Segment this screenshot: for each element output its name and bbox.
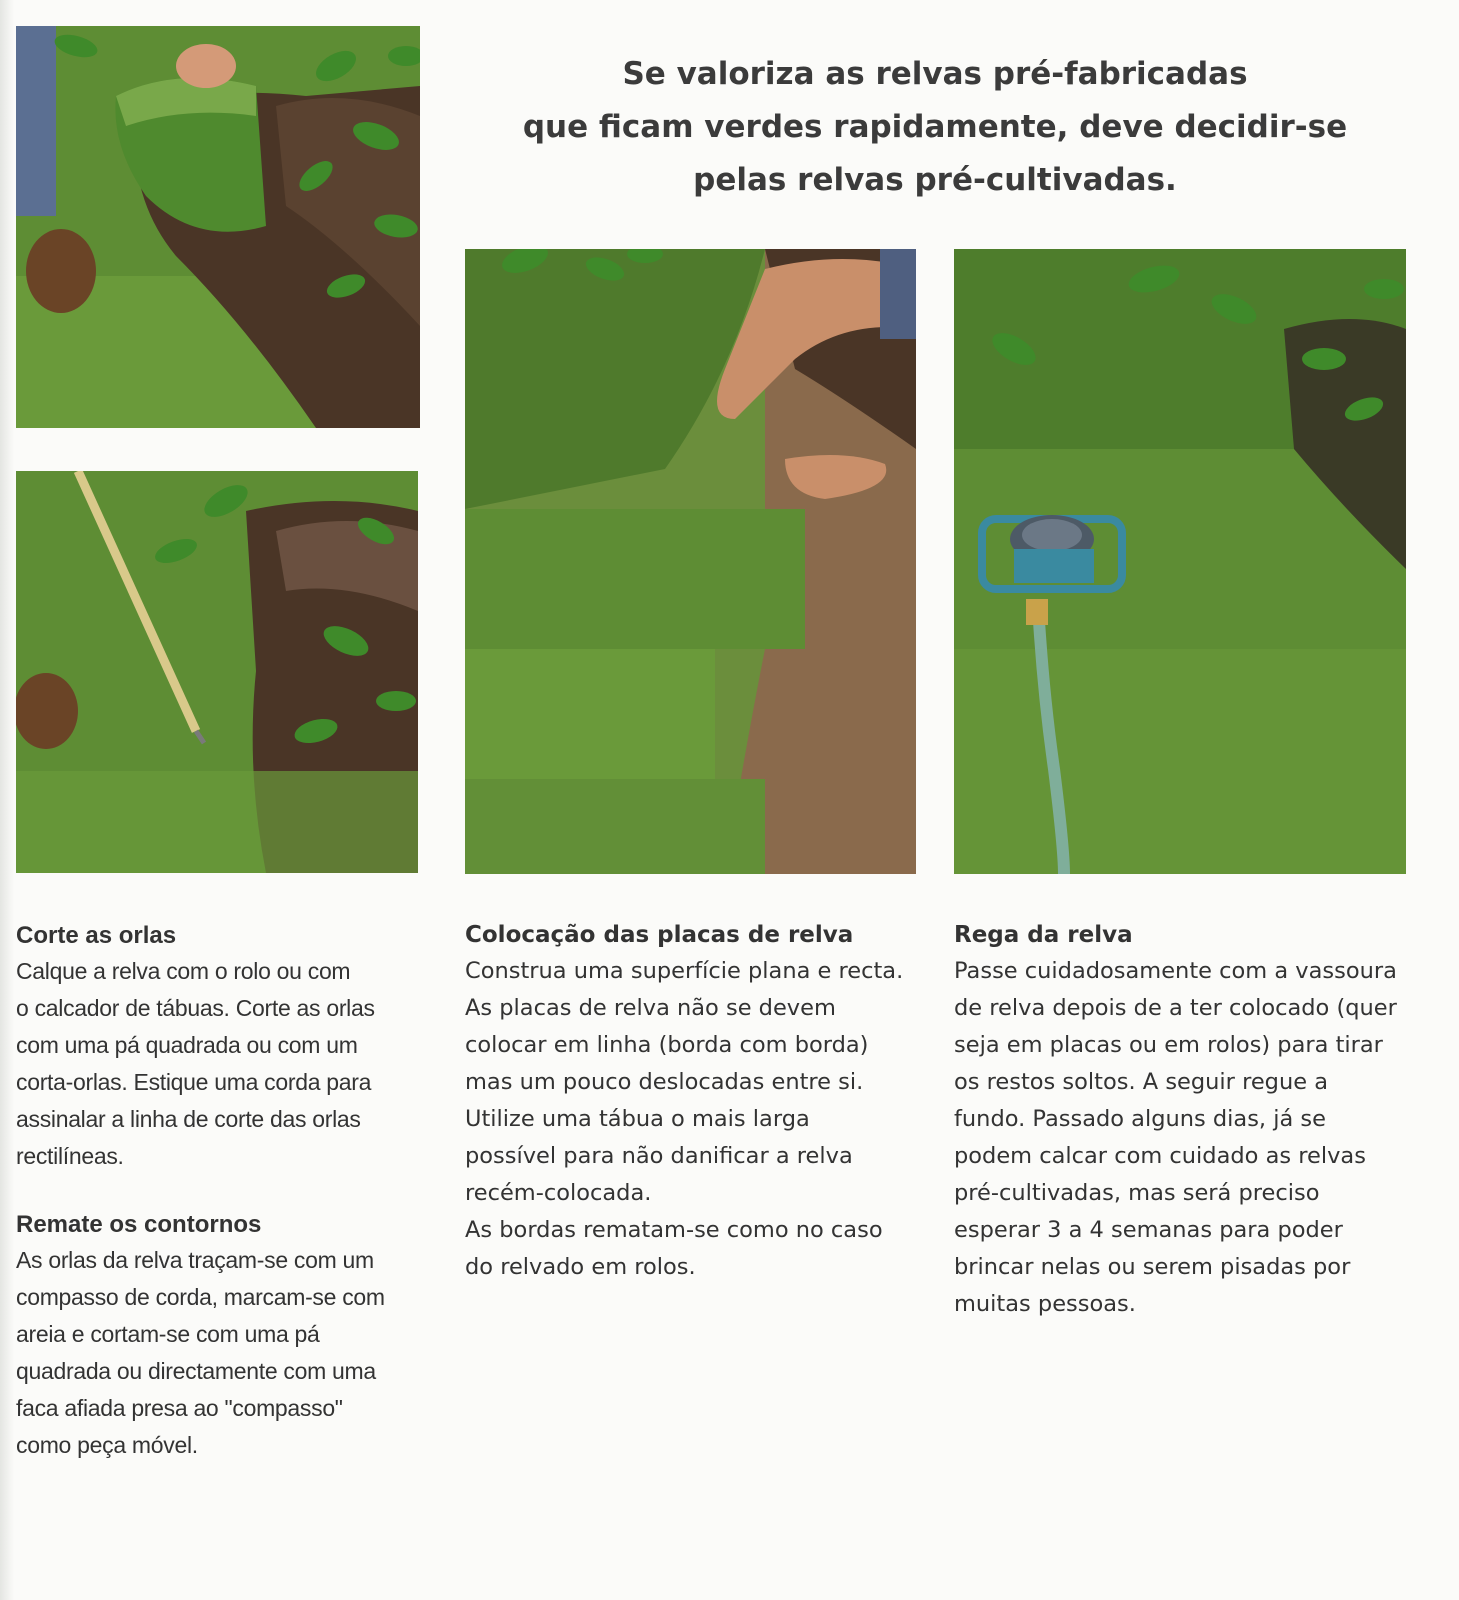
caption-line: o calcador de tábuas. Corte as orlas [16, 995, 375, 1021]
pull-quote [520, 48, 1350, 207]
caption-line: muitas pessoas. [954, 1291, 1136, 1317]
photo-lifting-sod [16, 26, 420, 428]
caption-line: do relvado em rolos. [465, 1254, 696, 1280]
pull-quote-line: pelas relvas pré-cultivadas. [693, 162, 1177, 198]
caption-line: de relva depois de a ter colocado (quer [954, 995, 1397, 1021]
caption-heading: Rega da relva [954, 922, 1133, 948]
caption-line: os restos soltos. A seguir regue a [954, 1069, 1329, 1095]
caption-heading: Colocação das placas de relva [465, 922, 854, 948]
caption-line: mas um pouco deslocadas entre si. [465, 1069, 864, 1095]
caption-line: recém-colocada. [465, 1180, 652, 1206]
caption-line: As orlas da relva traçam-se com um [16, 1247, 374, 1273]
caption-line: Calque a relva com o rolo ou com [16, 958, 351, 984]
caption-heading: Corte as orlas [16, 922, 177, 949]
caption-line: seja em placas ou em rolos) para tirar [954, 1032, 1383, 1058]
photo-sprinkler-watering [954, 249, 1406, 874]
pull-quote-line: Se valoriza as relvas pré-fabricadas [622, 56, 1248, 92]
caption-line: com uma pá quadrada ou com um [16, 1032, 358, 1058]
photo-cutting-edges [16, 471, 418, 873]
caption-line: faca afiada presa ao "compasso" [16, 1395, 343, 1421]
caption-line: assinalar a linha de corte das orlas [16, 1106, 361, 1132]
caption-line: Utilize uma tábua o mais larga [465, 1106, 810, 1132]
caption-line: As bordas rematam-se como no caso [465, 1217, 883, 1243]
caption-line: esperar 3 a 4 semanas para poder [954, 1217, 1343, 1243]
page-gutter-shadow [0, 0, 14, 1600]
caption-line: fundo. Passado alguns dias, já se [954, 1106, 1326, 1132]
caption-line: como peça móvel. [16, 1432, 198, 1458]
caption-line: Construa uma superfície plana e recta. [465, 958, 904, 984]
caption-line: quadrada ou directamente com uma [16, 1358, 376, 1384]
caption-heading: Remate os contornos [16, 1211, 262, 1238]
caption-line: colocar em linha (borda com borda) [465, 1032, 869, 1058]
caption-line: corta-orlas. Estique uma corda para [16, 1069, 372, 1095]
caption-middle [465, 918, 935, 1286]
caption-right [954, 918, 1434, 1323]
pull-quote-line: que ficam verdes rapidamente, deve decidir-se [522, 109, 1348, 145]
caption-line: compasso de corda, marcam-se com [16, 1284, 385, 1310]
caption-line: areia e cortam-se com uma pá [16, 1321, 320, 1347]
caption-line: podem calcar com cuidado as relvas [954, 1143, 1366, 1169]
caption-line: Passe cuidadosamente com a vassoura [954, 958, 1397, 984]
caption-left [16, 918, 436, 1464]
caption-line: pré-cultivadas, mas será preciso [954, 1180, 1320, 1206]
photo-laying-sod-slabs [465, 249, 916, 874]
caption-line: rectilíneas. [16, 1143, 124, 1169]
caption-line: possível para não danificar a relva [465, 1143, 853, 1169]
caption-line: As placas de relva não se devem [465, 995, 836, 1021]
caption-line: brincar nelas ou serem pisadas por [954, 1254, 1351, 1280]
